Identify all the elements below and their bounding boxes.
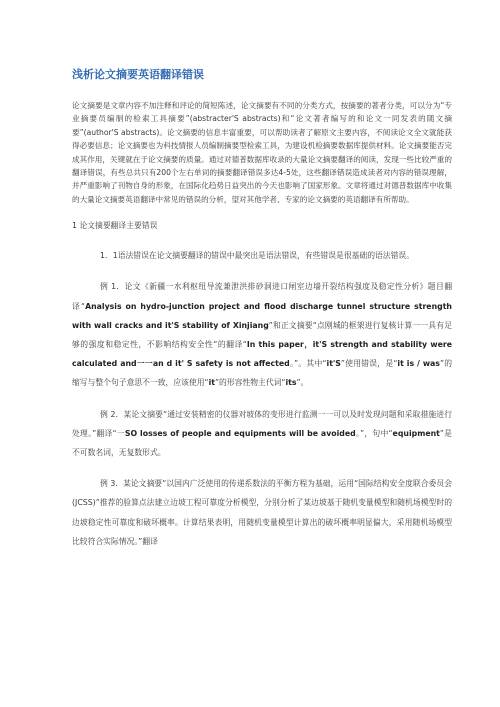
- text-segment: 。”，句中“: [355, 428, 393, 438]
- text-segment: ”的形容性物主代词“: [215, 378, 286, 388]
- text-segment: 例 1．论文《新疆一水利枢纽导流兼泄洪排砂洞进口闸室边墙开裂结构强度及稳定性分析》题目翻译“: [72, 282, 452, 311]
- english-segment: its: [285, 378, 297, 388]
- english-segment: it: [208, 378, 215, 388]
- doc-title: 浅析论文摘要英语翻译错误: [72, 68, 204, 81]
- paragraph-grammar-intro: 1．1语法错误在论文摘要翻译的错误中最突出是语法错误，有些错误是很基础的语法错误。: [100, 251, 414, 261]
- english-segment: it'S: [326, 359, 341, 369]
- english-segment: equipment: [392, 428, 440, 438]
- text-segment: ”是不可数名词，无复数形式。: [72, 428, 452, 458]
- paragraph-example-1: [72, 277, 452, 392]
- paragraph-example-2: [72, 405, 452, 463]
- english-segment: Analysis on hydro-junction project and flood discharge tunnel structure strength with wall cracks and it'S stability of Xinjiang: [72, 301, 452, 330]
- english-segment: SO losses of people and equipments will be avoided: [124, 428, 356, 438]
- text-segment: ”。: [296, 378, 309, 388]
- text-segment: ”和正文摘要“点刚城的框架进行复核计算一一具有足够的强度和稳定性，不影响结构安全性”的翻译“: [72, 320, 452, 350]
- text-segment: 。”。其中“: [289, 359, 327, 369]
- section-heading: 1 论文摘要翻译主要错误: [72, 221, 158, 231]
- english-segment: In this paper，it'S strength and stability were calculated and一一an d it' S safety is not affected: [72, 340, 452, 369]
- english-segment: it is / was: [397, 359, 440, 369]
- text-segment: 例 2．某论文摘要“通过安装精密的仪器对坡体的变形进行监测一一可以及时发现问题和采取措施进行处理。”翻译“一: [72, 409, 452, 438]
- paragraph-example-3: 例 3．某论文摘要“以国内广泛使用的传递系数法的平衡方程为基础，运用“国际结构安全度联合委员会(JCSS)”推荐的验算点法建立边坡工程可靠度分析模型，分别分析了某边坡基于随机变量模型和随机场模型时的边坡稳定性可靠度和破坏概率。计算结果表明，用随机变量模型计算出的破坏概率明显偏大，采用随机场模型比较符合实际情况。”翻译: [72, 479, 452, 546]
- text-segment: ”的缩写与整个句子意思不一致，应该使用“: [72, 359, 453, 388]
- text-segment: ”使用错误，是“: [340, 359, 398, 369]
- abstract-paragraph: 论文摘要是文章内容不加注释和评论的简短陈述，论文摘要有不同的分类方式，按摘要的著者分类，可以分为“专业摘要员编制的检索工具摘要”(abstracter'S abstracts)和“论文著者编写的和论文一同发表的随文摘要”(author'S abstracts)。论文摘要的信息丰富重要，可以帮助读者了解原文主要内容，不阅读论文全文就能获得必要信息；论文摘要也为科技情报人员编制摘要型检索工具，为建设机检摘要数据库提供材料。论文摘要能否完成其作用，关键就在于论文摘要的质量。通过对德普数据库收录的大量论文摘要翻译的阅读，发现一些比较严重的翻译错误，有些总共只有200个左右单词的摘要翻译错误多达4-5处，这些翻译错误造成读者对内容的错误理解，并严重影响了刊物自身的形象，在国际化趋势日益突出的今天也影响了国家形象。文章将通过对德普数据库中收集的大量论文摘要英语翻译中常见的错误的分析，望对其他学者、专家的论文摘要的英语翻译有所帮助。: [72, 101, 452, 204]
